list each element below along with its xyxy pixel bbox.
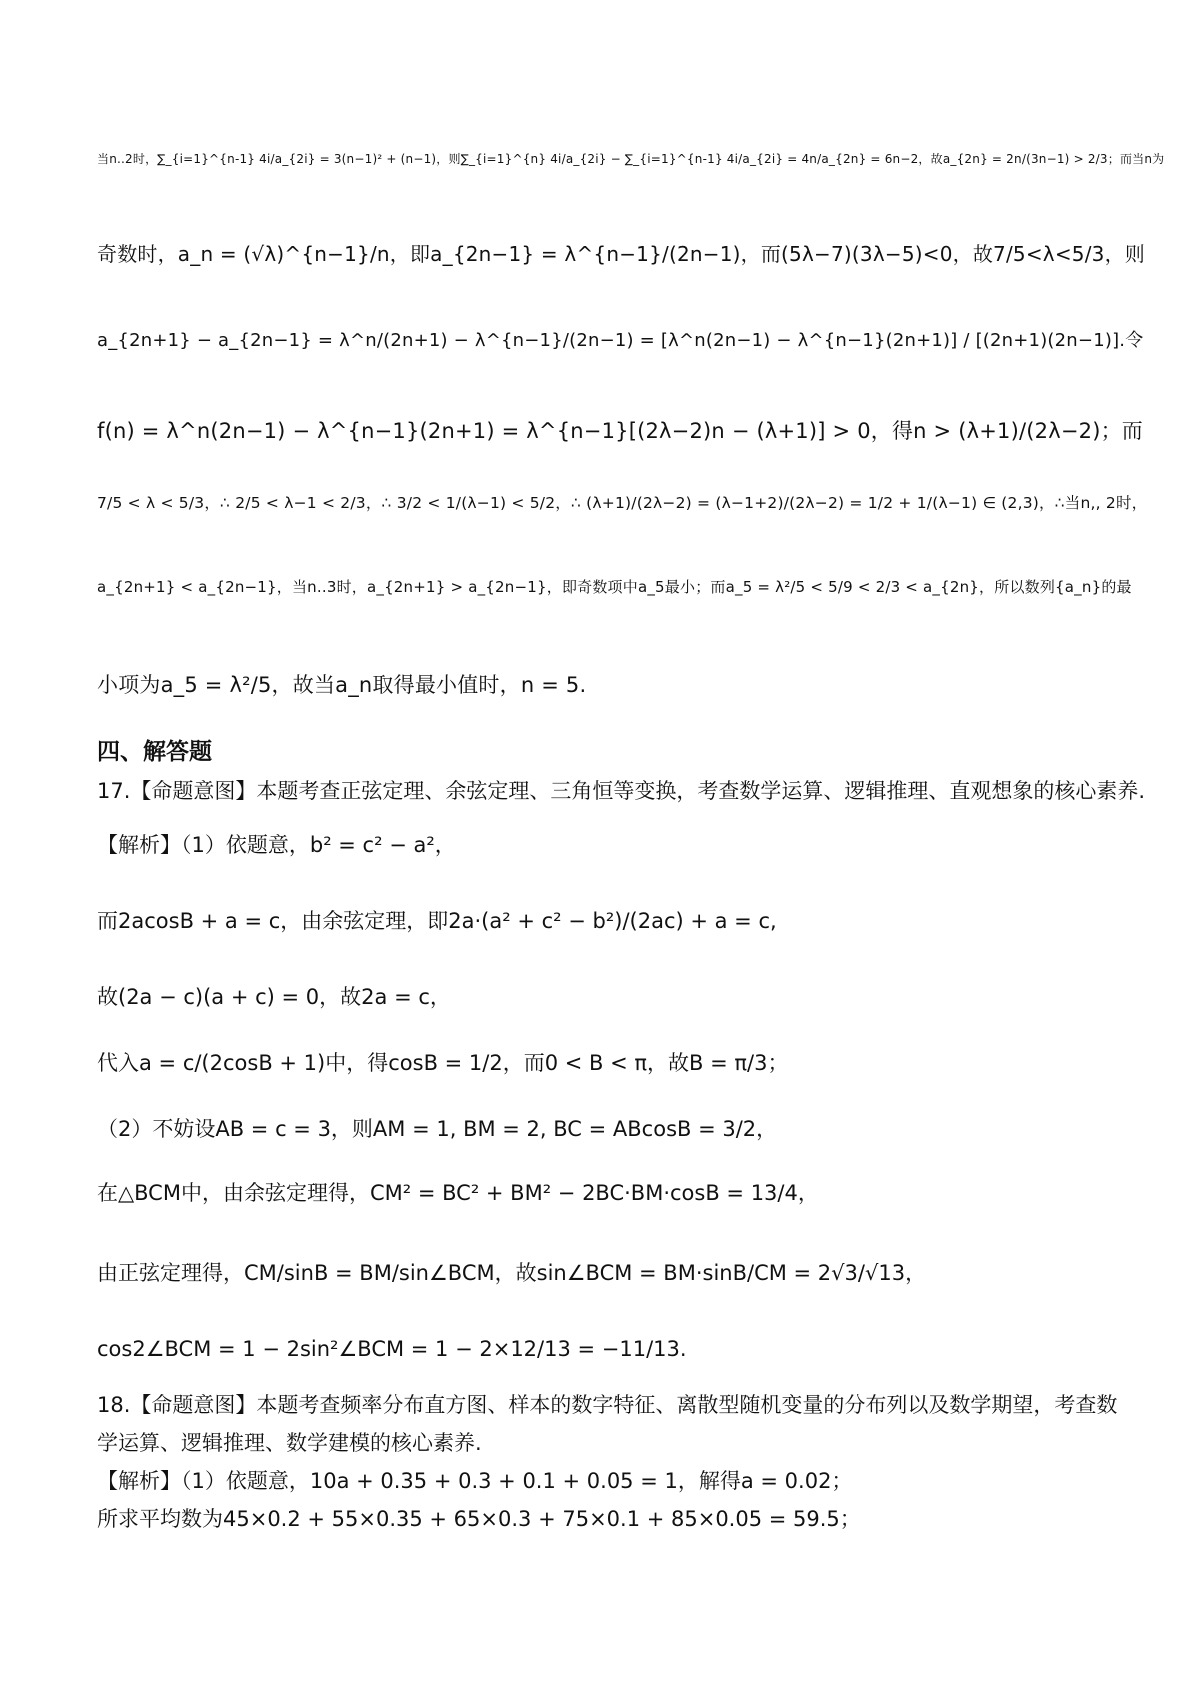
solution-line-4: f(n) = λ^n(2n−1) − λ^{n−1}(2n+1) = λ^{n−1}[(2λ−2)n − (λ+1)] > 0，得n > (λ+1)/(2λ−2)；而 [97, 419, 1143, 443]
q18-intent-line-1: 18.【命题意图】本题考查频率分布直方图、样本的数字特征、离散型随机变量的分布列以及数学期望，考查数 [97, 1393, 1118, 1417]
q17-line-4: 代入a = c/(2cosB + 1)中，得cosB = 1/2，而0 < B < π，故B = π/3； [97, 1051, 789, 1075]
q17-line-2: 而2acosB + a = c，由余弦定理，即2a·(a² + c² − b²)/(2ac) + a = c, [97, 909, 777, 933]
solution-line-5: 7/5 < λ < 5/3，∴ 2/5 < λ−1 < 2/3，∴ 3/2 < 1/(λ−1) < 5/2，∴ (λ+1)/(2λ−2) = (λ−1+2)/(2λ−2) = 1/2 + 1/(λ−1) ∈ (2,3)，∴当n,, 2时， [97, 494, 1148, 512]
q17-intent: 17.【命题意图】本题考查正弦定理、余弦定理、三角恒等变换，考查数学运算、逻辑推理、直观想象的核心素养. [97, 779, 1146, 803]
q17-line-6: 在△BCM中，由余弦定理得，CM² = BC² + BM² − 2BC·BM·cosB = 13/4， [97, 1181, 819, 1205]
section-heading: 四、解答题 [97, 739, 212, 765]
q18-line-1: 【解析】（1）依题意，10a + 0.35 + 0.3 + 0.1 + 0.05 = 1，解得a = 0.02； [97, 1469, 853, 1493]
q18-line-2: 所求平均数为45×0.2 + 55×0.35 + 65×0.3 + 75×0.1 + 85×0.05 = 59.5； [97, 1507, 861, 1531]
q17-line-5: （2）不妨设AB = c = 3，则AM = 1, BM = 2, BC = ABcosB = 3/2， [97, 1117, 778, 1141]
q18-intent-line-2: 学运算、逻辑推理、数学建模的核心素养. [97, 1431, 482, 1455]
solution-line-1: 当n..2时，∑_{i=1}^{n-1} 4i/a_{2i} = 3(n−1)² + (n−1)，则∑_{i=1}^{n} 4i/a_{2i} − ∑_{i=1}^{n-1} 4i/a_{2i} = 4n/a_{2n} = 6n−2，故a_{2n} = 2n/(3n−1) > 2/3；而当n为 [97, 152, 1165, 166]
solution-line-3: a_{2n+1} − a_{2n−1} = λ^n/(2n+1) − λ^{n−1}/(2n−1) = [λ^n(2n−1) − λ^{n−1}(2n+1)] / [(2n+1)(2n−1)].令 [97, 330, 1144, 351]
solution-line-7: 小项为a_5 = λ²/5，故当a_n取得最小值时，n = 5. [97, 673, 587, 697]
q17-line-8: cos2∠BCM = 1 − 2sin²∠BCM = 1 − 2×12/13 = −11/13. [97, 1337, 687, 1361]
q17-line-1: 【解析】（1）依题意，b² = c² − a²， [97, 833, 456, 857]
solution-line-6: a_{2n+1} < a_{2n−1}，当n..3时，a_{2n+1} > a_{2n−1}，即奇数项中a_5最小；而a_5 = λ²/5 < 5/9 < 2/3 < a_{2n}，所以数列{a_n}的最 [97, 578, 1132, 596]
solution-line-2: 奇数时，a_n = (√λ)^{n−1}/n，即a_{2n−1} = λ^{n−1}/(2n−1)，而(5λ−7)(3λ−5)<0，故7/5<λ<5/3，则 [97, 242, 1145, 266]
q17-line-7: 由正弦定理得，CM/sinB = BM/sin∠BCM，故sin∠BCM = BM·sinB/CM = 2√3/√13， [97, 1261, 927, 1285]
q17-line-3: 故(2a − c)(a + c) = 0，故2a = c， [97, 985, 451, 1009]
